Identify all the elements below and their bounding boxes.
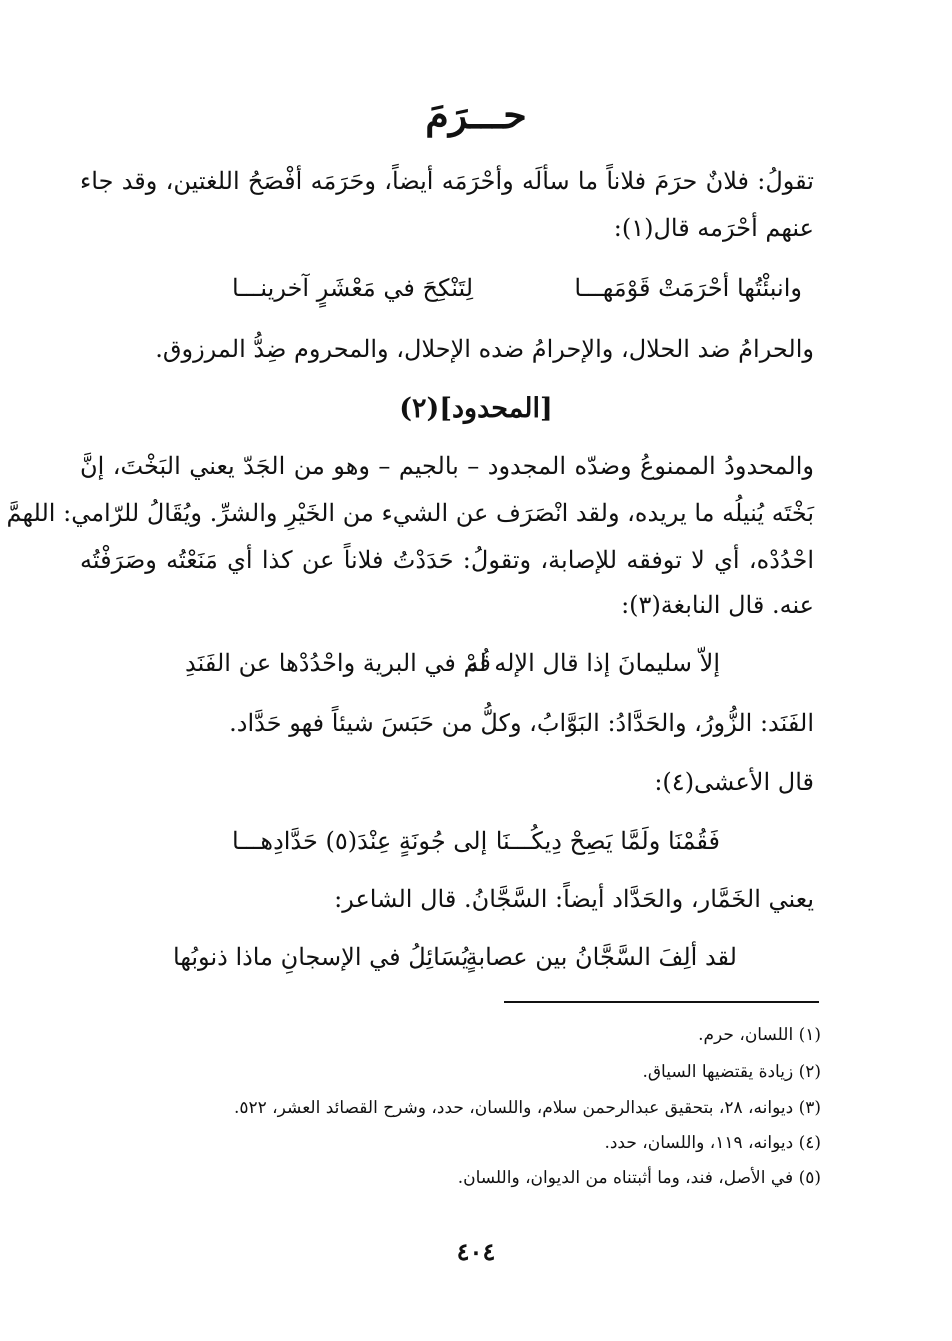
footnote: (٣) ديوانه، ٢٨، بتحقيق عبدالرحمن سلام، واللسان، حدد، وشرح القصائد العشر، ٥٢٢. — [233, 1098, 821, 1118]
paragraph-line: تقولُ: فلانٌ حرَمَ فلاناً ما سألَه وأحْرَمَه أيضاً، وحَرَمَه أفْصَحُ اللغتين، وقد جاء — [80, 167, 814, 195]
verse-hemistich-second: قُمْ في البرية واحْدُدْها عن الفَنَدِ — [185, 649, 491, 677]
verse-hemistich-first: فَقُمْنَا ولَمَّا يَصِحْ دِيكُـــنَا — [495, 827, 720, 855]
verse-hemistich-second: إلى جُونَةٍ عِنْدَ(٥) حَدَّادِهـــا — [232, 827, 488, 855]
paragraph-line: والحرامُ ضد الحلال، والإحرامُ ضده الإحلال، والمحروم ضِدُّ المرزوق. — [155, 335, 814, 363]
section-heading: [المحدود](٢) — [399, 393, 553, 424]
page-number: ٤٠٤ — [456, 1237, 496, 1266]
paragraph-line: الفَنَد: الزُّورُ، والحَدَّادُ: البَوَّابُ، وكلُّ من حَبَسَ شيئاً فهو حَدَّاد. — [229, 709, 814, 737]
paragraph-line: والمحدودُ الممنوعُ وضدّه المجدود – بالجيم – وهو من الجَدّ يعني البَخْتَ، إنَّ — [80, 452, 814, 480]
paragraph-line: احْدُدْه، أي لا توفقه للإصابة، وتقولُ: حَدَدْتُ فلاناً عن كذا أي مَنَعْتُه وصَرَفْتُه — [80, 546, 814, 574]
footnote: (٢) زيادة يقتضيها السياق. — [642, 1062, 821, 1082]
footnote: (٤) ديوانه، ١١٩، واللسان، حدد. — [604, 1133, 821, 1153]
verse-hemistich-first: لقد ألِفَ السَّجَّانُ بين عصابةٍ — [465, 943, 737, 971]
paragraph-line: عنه. قال النابغة(٣): — [621, 591, 814, 619]
footnote: (١) اللسان، حرم. — [698, 1025, 821, 1045]
paragraph-line: يعني الخَمَّار، والحَدَّاد أيضاً: السَّجَّانُ. قال الشاعر: — [334, 885, 814, 913]
verse-hemistich-first: إلاّ سليمانَ إذا قال الإله له — [466, 649, 720, 677]
paragraph-line: قال الأعشى(٤): — [654, 768, 814, 796]
verse-hemistich-second: يُسَائِلُ في الإسجانِ ماذا ذنوبُها — [173, 943, 469, 971]
paragraph-line: عنهم أحْرَمه قال(١): — [613, 214, 814, 242]
verse-hemistich-first: وانبئْتُها أحْرَمَتْ قَوْمَهـــا — [574, 274, 802, 302]
footnote-separator — [504, 1001, 819, 1003]
entry-title: حـــرَمَ — [425, 92, 527, 137]
footnote: (٥) في الأصل، فند، وما أثبتناه من الديوان، واللسان. — [457, 1168, 821, 1188]
verse-hemistich-second: لِتَنْكِحَ في مَعْشَرٍ آخرينـــا — [232, 274, 474, 302]
paragraph-line: بَخْتَه يُنيلُه ما يريده، ولقد انْصَرَف عن الشيء من الخَيْرِ والشرِّ. ويُقَالُ للرّامي: اللهمَّ — [6, 499, 814, 527]
